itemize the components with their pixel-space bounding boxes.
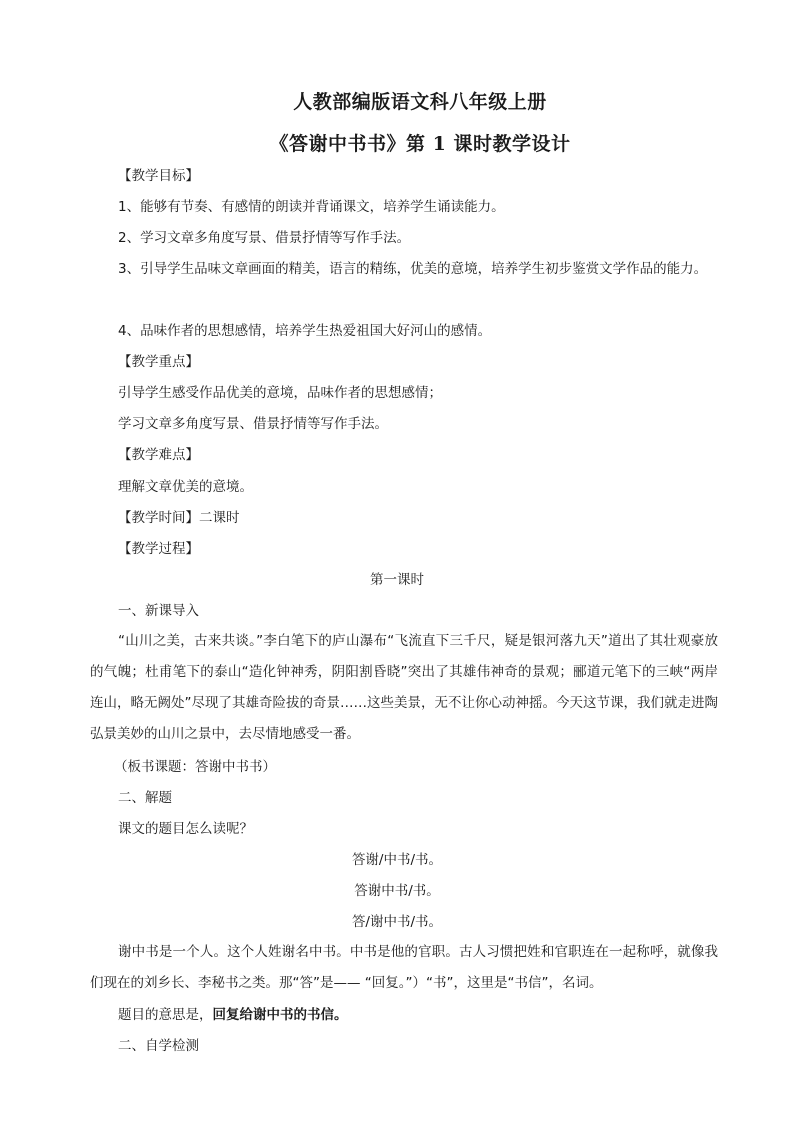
goal-item-1: 1、能够有节奏、有感情的朗读并背诵课文，培养学生诵读能力。 [118,199,505,215]
document-title-line-2: 《答谢中书书》第 1 课时教学设计 [269,133,571,155]
section-self-check: 二、自学检测 [118,1038,199,1054]
explanation-paragraph: 谢中书是一个人。这个人姓谢名中书。中书是他的官职。古人习惯把姓和官职连在一起称呼，就像我们现在的刘乡长、李秘书之类。那“答”是—— “回复。”）“书”，这里是“书信”，名词。 [90,944,718,991]
reading-option-2: 答谢中书/书。 [354,883,440,899]
goal-item-2: 2、学习文章多角度写景、借景抒情等写作手法。 [118,230,411,246]
reading-option-1: 答谢/中书/书。 [351,852,443,868]
document-title-line-1: 人教部编版语文科八年级上册 [293,91,547,113]
goals-heading: 【教学目标】 [118,168,199,184]
key-points-heading: 【教学重点】 [118,354,199,370]
key-point-1: 引导学生感受作品优美的意境，品味作者的思想感情； [118,385,442,401]
section-new-lesson-intro: 一、新课导入 [118,603,199,619]
goal-item-3: 3、引导学生品味文章画面的精美，语言的精练，优美的意境，培养学生初步鉴赏文学作品的能力。 [118,261,708,277]
process-heading: 【教学过程】 [118,541,199,557]
title-meaning-bold: 回复给谢中书的书信。 [212,1007,348,1023]
first-lesson-label: 第一课时 [370,572,424,588]
intro-paragraph: “山川之美，古来共谈。”李白笔下的庐山瀑布“飞流直下三千尺，疑是银河落九天”道出了其壮观豪放的气魄；杜甫笔下的泰山“造化钟神秀，阴阳割昏晓”突出了其雄伟神奇的景观；郦道元笔下的三峡“两岸连山，略无阙处”尽现了其雄奇险拔的奇景……这些美景，无不让你心动神摇。今天这节课，我们就走进陶弘景美妙的山川之景中，去尽情地感受一番。 [90,633,718,742]
title-meaning [118,1006,348,1024]
key-point-2: 学习文章多角度写景、借景抒情等写作手法。 [118,416,388,432]
difficulty-point-1: 理解文章优美的意境。 [118,479,253,495]
reading-option-3: 答/谢中书/书。 [351,914,443,930]
section-title-explanation: 二、解题 [118,790,172,806]
goal-item-4: 4、品味作者的思想感情，培养学生热爱祖国大好河山的感情。 [118,323,492,339]
teaching-time: 【教学时间】二课时 [118,510,240,526]
title-meaning-prefix: 题目的意思是， [118,1007,213,1023]
question-line: 课文的题目怎么读呢？ [118,821,253,837]
board-note: （板书课题：答谢中书书） [114,759,276,775]
difficulty-heading: 【教学难点】 [118,447,199,463]
